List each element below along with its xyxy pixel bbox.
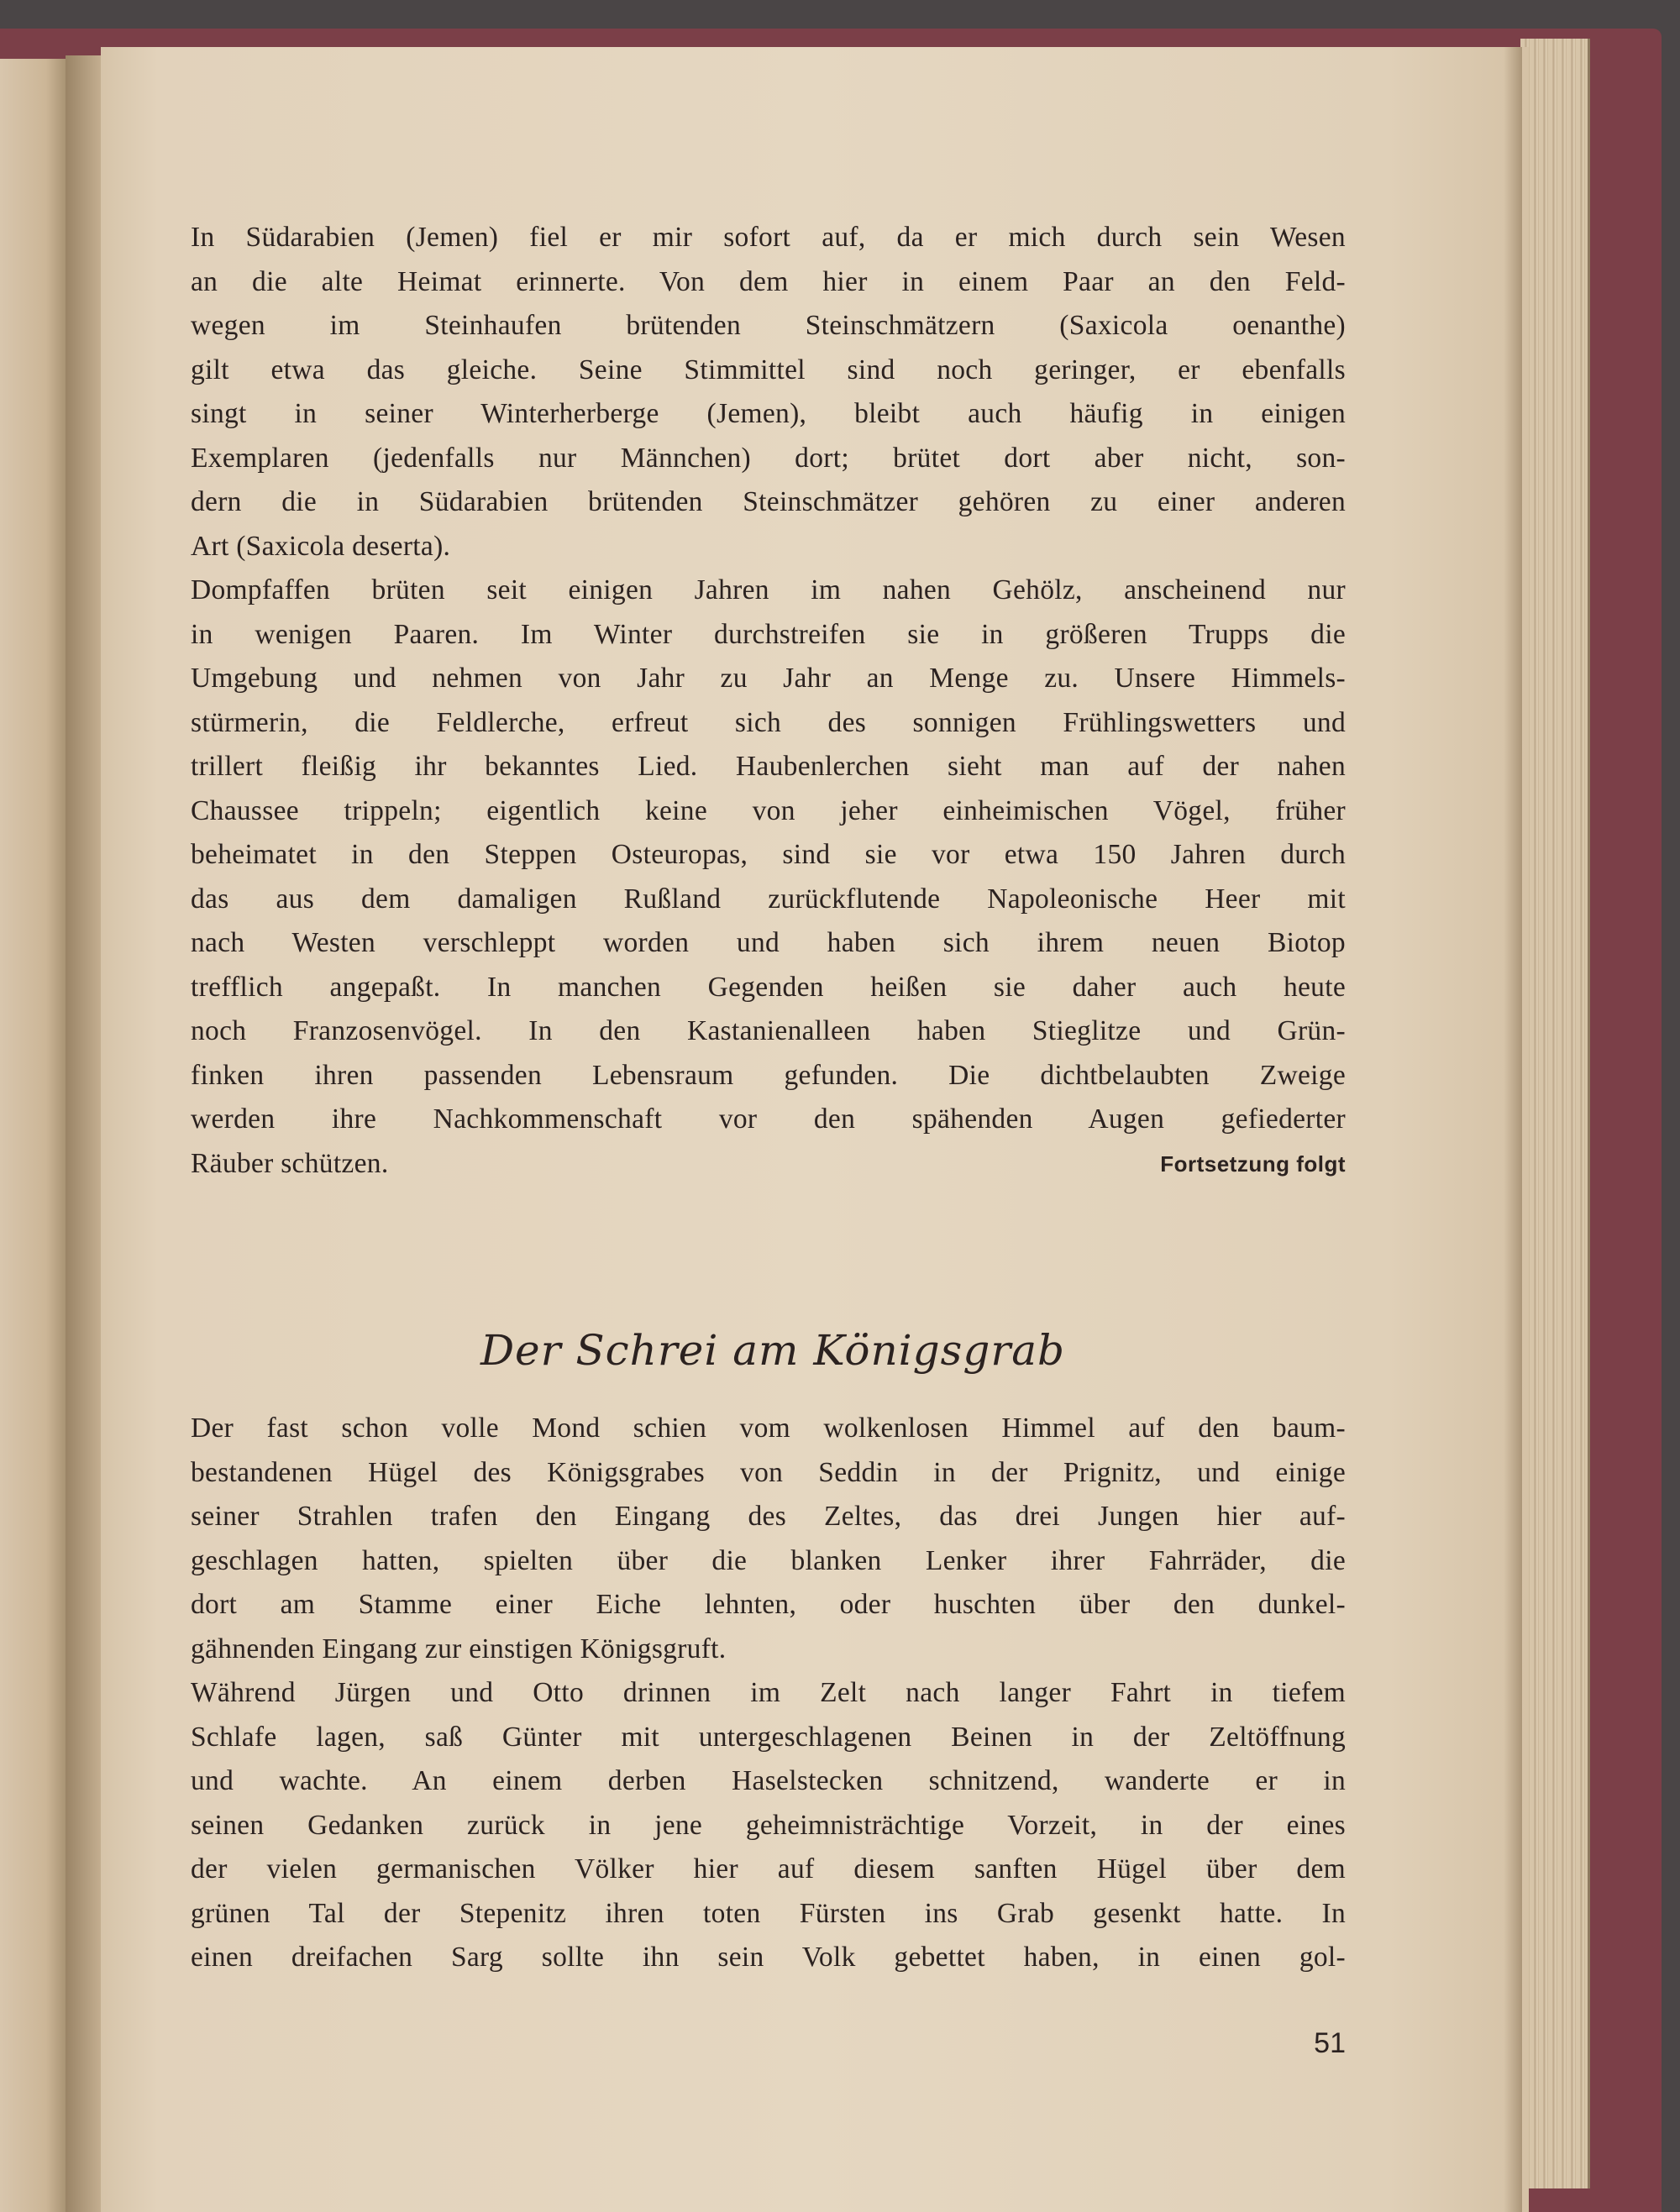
text-line: Dompfaffen brüten seit einigen Jahren im nahen Gehölz, anscheinend nur	[191, 574, 1346, 605]
chapter-heading: Der Schrei am Königsgrab	[480, 1326, 1066, 1375]
text-line: noch Franzosenvögel. In den Kastanienalleen haben Stieglitze und Grün-	[191, 1015, 1346, 1046]
text-line: seiner Strahlen trafen den Eingang des Zeltes, das drei Jungen hier auf-	[191, 1501, 1346, 1532]
text-line: der vielen germanischen Völker hier auf diesem sanften Hügel über dem	[191, 1853, 1346, 1884]
text-line: und wachte. An einem derben Haselstecken schnitzend, wanderte er in	[191, 1765, 1346, 1796]
text-line: beheimatet in den Steppen Osteuropas, sind sie vor etwa 150 Jahren durch	[191, 839, 1346, 870]
section-one-text	[191, 216, 1346, 1186]
text-line: seinen Gedanken zurück in jene geheimnisträchtige Vorzeit, in der eines	[191, 1809, 1346, 1841]
text-line: dern die in Südarabien brütenden Steinschmätzer gehören zu einer anderen	[191, 486, 1346, 517]
text-line: trefflich angepaßt. In manchen Gegenden heißen sie daher auch heute	[191, 971, 1346, 1003]
final-row	[191, 1142, 1346, 1187]
text-line: Chaussee trippeln; eigentlich keine von jeher einheimischen Vögel, früher	[191, 794, 1346, 826]
text-line: gähnenden Eingang zur einstigen Königsgruft.	[191, 1633, 727, 1664]
text-line: singt in seiner Winterherberge (Jemen), bleibt auch häufig in einigen	[191, 398, 1346, 429]
page-number: 51	[1314, 2027, 1346, 2059]
text-line: geschlagen hatten, spielten über die blanken Lenker ihrer Fahrräder, die	[191, 1544, 1346, 1576]
text-line: Exemplaren (jedenfalls nur Männchen) dort; brütet dort aber nicht, son-	[191, 442, 1346, 474]
text-line: werden ihre Nachkommenschaft vor den spähenden Augen gefiederter	[191, 1103, 1346, 1135]
text-line: In Südarabien (Jemen) fiel er mir sofort auf, da er mich durch sein Wesen	[191, 222, 1346, 253]
text-line: stürmerin, die Feldlerche, erfreut sich des sonnigen Frühlingswetters und	[191, 706, 1346, 738]
text-line: das aus dem damaligen Rußland zurückflutende Napoleonische Heer mit	[191, 883, 1346, 915]
text-line: an die alte Heimat erinnerte. Von dem hier in einem Paar an den Feld-	[191, 265, 1346, 297]
text-line: in wenigen Paaren. Im Winter durchstreifen sie in größeren Trupps die	[191, 618, 1346, 650]
book-gutter	[66, 55, 106, 2212]
text-line: nach Westen verschleppt worden und haben sich ihrem neuen Biotop	[191, 927, 1346, 958]
text-line: Der fast schon volle Mond schien vom wolkenlosen Himmel auf den baum-	[191, 1413, 1346, 1444]
text-line: gilt etwa das gleiche. Seine Stimmittel sind noch geringer, er ebenfalls	[191, 354, 1346, 385]
text-line: Während Jürgen und Otto drinnen im Zelt nach langer Fahrt in tiefem	[191, 1677, 1346, 1708]
text-line: bestandenen Hügel des Königsgrabes von Seddin in der Prignitz, und einige	[191, 1456, 1346, 1488]
text-line: trillert fleißig ihr bekanntes Lied. Haubenlerchen sieht man auf der nahen	[191, 751, 1346, 782]
text-line: dort am Stamme einer Eiche lehnten, oder huschten über den dunkel-	[191, 1589, 1346, 1620]
page-edge-shadow	[1504, 47, 1522, 2212]
text-line: Umgebung und nehmen von Jahr zu Jahr an Menge zu. Unsere Himmels-	[191, 663, 1346, 694]
text-line: Art (Saxicola deserta).	[191, 530, 451, 562]
section-two-text	[191, 1407, 1346, 1980]
text-line: finken ihren passenden Lebensraum gefunden. Die dichtbelaubten Zweige	[191, 1059, 1346, 1091]
continuation-note: Fortsetzung folgt	[1160, 1151, 1346, 1177]
text-line: wegen im Steinhaufen brütenden Steinschmätzern (Saxicola oenanthe)	[191, 310, 1346, 341]
text-line: einen dreifachen Sarg sollte ihn sein Volk gebettet haben, in einen gol-	[191, 1942, 1346, 1973]
text-line: grünen Tal der Stepenitz ihren toten Fürsten ins Grab gesenkt hatte. In	[191, 1897, 1346, 1929]
page-stack-edge	[1520, 39, 1590, 2188]
text-line: Schlafe lagen, saß Günter mit untergeschlagenen Beinen in der Zeltöffnung	[191, 1721, 1346, 1753]
left-page-edge	[0, 59, 66, 2212]
text-line: Räuber schützen.	[191, 1147, 389, 1179]
